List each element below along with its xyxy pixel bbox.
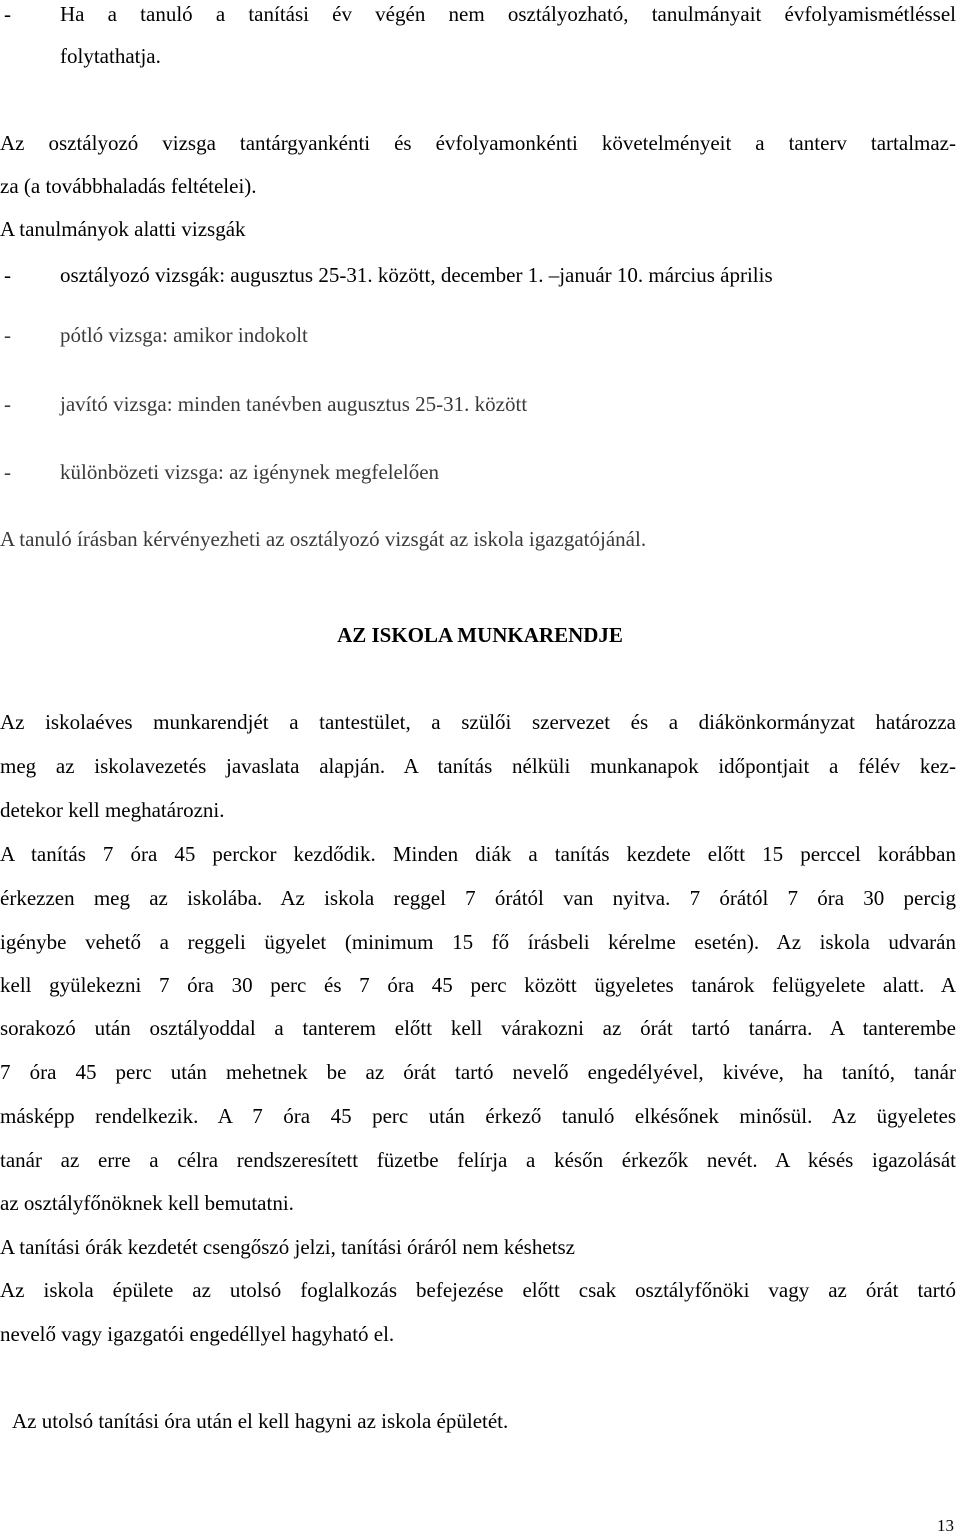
request-note: A tanuló írásban kérvényezheti az osztályozó vizsgát az iskola igazgatójánál. bbox=[0, 527, 647, 551]
leave-building-line: nevelő vagy igazgatói engedéllyel hagyható el. bbox=[0, 1322, 395, 1346]
paragraph-1-line: detekor kell meghatározni. bbox=[0, 798, 225, 822]
exam-requirements-line-2: za (a továbbhaladás feltételei). bbox=[0, 174, 257, 198]
paragraph-2-line: másképp rendelkezik. A 7 óra 45 perc után érkező tanuló elkésőnek minősül. Az ügyeletes bbox=[0, 1104, 956, 1128]
bell-note: A tanítási órák kezdetét csengőszó jelzi, tanítási óráról nem késhetsz bbox=[0, 1235, 575, 1259]
top-item-line-2: folytathatja. bbox=[60, 44, 161, 68]
paragraph-2-line: érkezzen meg az iskolába. Az iskola reggel 7 órától van nyitva. 7 órától 7 óra 30 percig bbox=[0, 886, 956, 910]
exams-intro: A tanulmányok alatti vizsgák bbox=[0, 217, 246, 241]
paragraph-1-line: meg az iskolavezetés javaslata alapján. A tanítás nélküli munkanapok időpontjait a félév kez- bbox=[0, 754, 956, 778]
final-note: Az utolsó tanítási óra után el kell hagyni az iskola épületét. bbox=[12, 1409, 509, 1433]
paragraph-2-line: igénybe vehető a reggeli ügyelet (minimum 15 fő írásbeli kérelme esetén). Az iskola udvarán bbox=[0, 930, 956, 954]
leave-building-line: Az iskola épülete az utolsó foglalkozás befejezése előtt csak osztályfőnöki vagy az órát tartó bbox=[0, 1278, 956, 1302]
top-item-line-1: Ha a tanuló a tanítási év végén nem osztályozható, tanulmányait évfolyamismétléssel bbox=[60, 2, 956, 26]
list-dash: - bbox=[4, 392, 11, 416]
list-dash: - bbox=[4, 323, 11, 347]
exam-list-item: pótló vizsga: amikor indokolt bbox=[60, 323, 308, 347]
paragraph-1-line: Az iskolaéves munkarendjét a tantestület, a szülői szervezet és a diákönkormányzat határozza bbox=[0, 710, 956, 734]
paragraph-2-line: 7 óra 45 perc után mehetnek be az órát tartó nevelő engedélyével, kivéve, ha tanító, tanár bbox=[0, 1060, 956, 1084]
paragraph-2-line: kell gyülekezni 7 óra 30 perc és 7 óra 45 perc között ügyeletes tanárok felügyelete alatt. A bbox=[0, 973, 956, 997]
exam-list-item: javító vizsga: minden tanévben augusztus 25-31. között bbox=[60, 392, 528, 416]
paragraph-2-line: tanár az erre a célra rendszeresített füzetbe felírja a későn érkezők nevét. A késés igazolását bbox=[0, 1148, 956, 1172]
list-dash: - bbox=[4, 2, 11, 26]
paragraph-2-line: A tanítás 7 óra 45 perckor kezdődik. Minden diák a tanítás kezdete előtt 15 perccel korábban bbox=[0, 842, 956, 866]
page-number: 13 bbox=[937, 1516, 954, 1535]
list-dash: - bbox=[4, 263, 11, 287]
exam-list-item: osztályozó vizsgák: augusztus 25-31. között, december 1. –január 10. március április bbox=[60, 263, 773, 287]
section-heading: AZ ISKOLA MUNKARENDJE bbox=[337, 623, 623, 647]
paragraph-2-line: az osztályfőnöknek kell bemutatni. bbox=[0, 1191, 294, 1215]
paragraph-2-line: sorakozó után osztályoddal a tanterem előtt kell várakozni az órát tartó tanárra. A tanterembe bbox=[0, 1016, 956, 1040]
exam-requirements-line-1: Az osztályozó vizsga tantárgyankénti és évfolyamonkénti követelményeit a tanterv tartalmaz- bbox=[0, 131, 956, 155]
list-dash: - bbox=[4, 460, 11, 484]
exam-list-item: különbözeti vizsga: az igénynek megfelelően bbox=[60, 460, 440, 484]
